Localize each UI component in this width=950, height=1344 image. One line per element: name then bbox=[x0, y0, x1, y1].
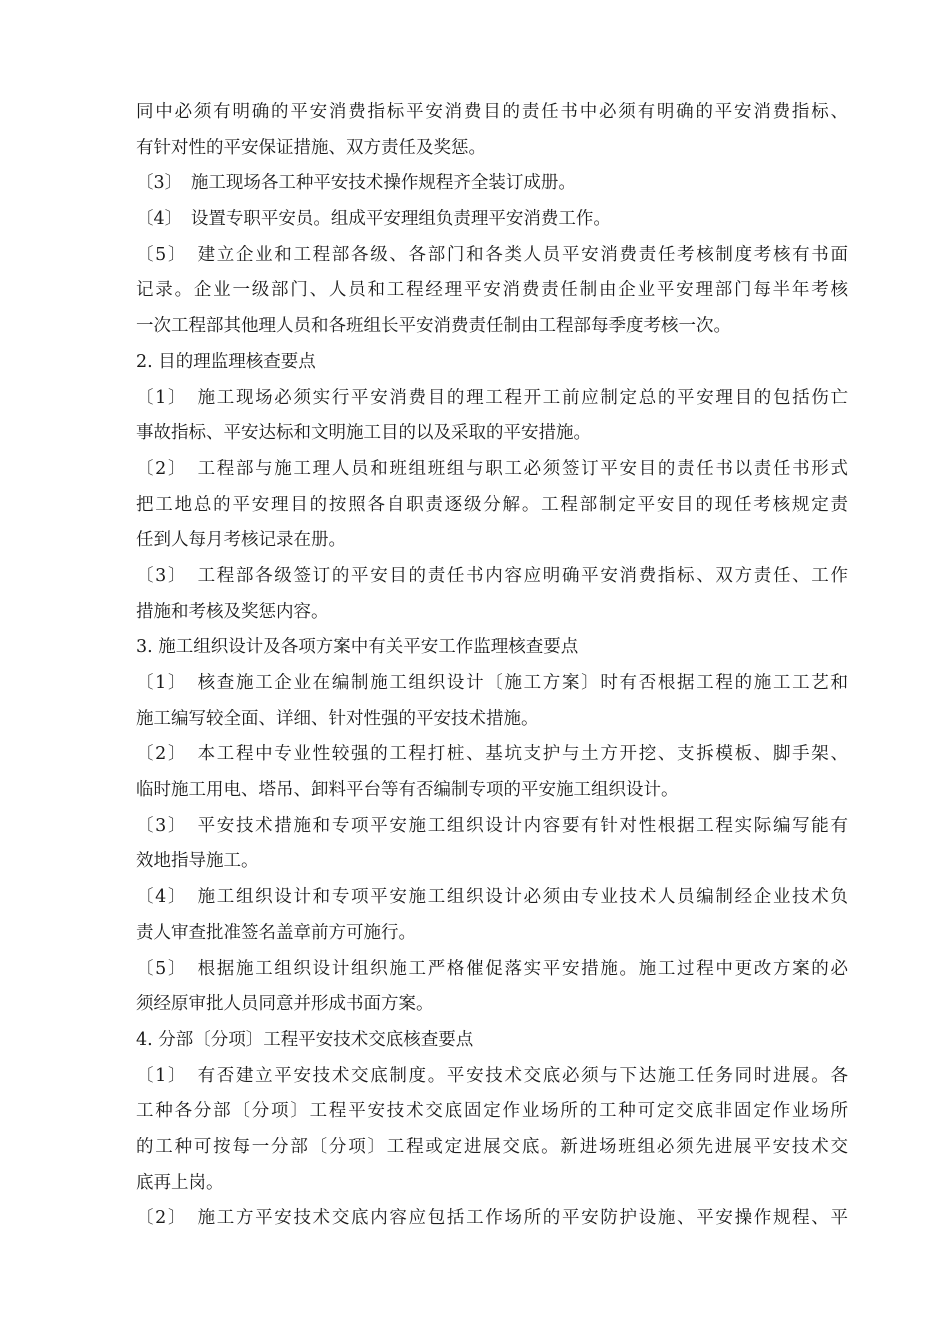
document-body bbox=[136, 95, 848, 1237]
section-heading: 4. 分部〔分项〕工程平安技术交底核查要点 bbox=[136, 1029, 474, 1050]
list-item-line: 〔2〕 工程部与施工理人员和班组班组与职工必须签订平安目的责任书以责任书形式 bbox=[136, 458, 848, 479]
text-line: 把工地总的平安理目的按照各自职责逐级分解。工程部制定平安目的现任考核规定责 bbox=[136, 494, 848, 515]
list-item-line: 〔1〕 施工现场必须实行平安消费目的理工程开工前应制定总的平安理目的包括伤亡 bbox=[136, 387, 848, 408]
list-item-line: 〔5〕 建立企业和工程部各级、各部门和各类人员平安消费责任考核制度考核有书面 bbox=[136, 244, 848, 265]
text-line: 底再上岗。 bbox=[136, 1172, 224, 1193]
list-item-line: 〔2〕 本工程中专业性较强的工程打桩、基坑支护与土方开挖、支拆模板、脚手架、 bbox=[136, 744, 848, 765]
section-heading: 2. 目的理监理核查要点 bbox=[136, 351, 316, 372]
list-item-line: 〔3〕 施工现场各工种平安技术操作规程齐全装订成册。 bbox=[136, 173, 576, 194]
text-line: 须经原审批人员同意并形成书面方案。 bbox=[136, 994, 434, 1015]
text-line: 施工编写较全面、详细、针对性强的平安技术措施。 bbox=[136, 708, 539, 729]
text-line: 工种各分部〔分项〕工程平安技术交底固定作业场所的工种可定交底非固定作业场所 bbox=[136, 1101, 848, 1122]
text-line: 效地指导施工。 bbox=[136, 851, 259, 872]
text-line: 有针对性的平安保证措施、双方责任及奖惩。 bbox=[136, 137, 486, 158]
list-item-line: 〔5〕 根据施工组织设计组织施工严格催促落实平安措施。施工过程中更改方案的必 bbox=[136, 958, 848, 979]
text-line: 同中必须有明确的平安消费指标平安消费目的责任书中必须有明确的平安消费指标、 bbox=[136, 102, 848, 122]
list-item-line: 〔3〕 平安技术措施和专项平安施工组织设计内容要有针对性根据工程实际编写能有 bbox=[136, 815, 848, 836]
text-line: 措施和考核及奖惩内容。 bbox=[136, 601, 329, 622]
text-line: 记录。企业一级部门、人员和工程经理平安消费责任制由企业平安理部门每半年考核 bbox=[136, 280, 848, 301]
list-item-line: 〔1〕 核查施工企业在编制施工组织设计〔施工方案〕时有否根据工程的施工工艺和 bbox=[136, 673, 848, 693]
text-line: 任到人每月考核记录在册。 bbox=[136, 530, 346, 551]
text-line: 临时施工用电、塔吊、卸料平台等有否编制专项的平安施工组织设计。 bbox=[136, 780, 679, 801]
list-item-line: 〔2〕 施工方平安技术交底内容应包括工作场所的平安防护设施、平安操作规程、平 bbox=[136, 1208, 848, 1229]
list-item-line: 〔4〕 施工组织设计和专项平安施工组织设计必须由专业技术人员编制经企业技术负 bbox=[136, 887, 848, 908]
text-line: 事故指标、平安达标和文明施工目的以及采取的平安措施。 bbox=[136, 423, 591, 444]
list-item-line: 〔3〕 工程部各级签订的平安目的责任书内容应明确平安消费指标、双方责任、工作 bbox=[136, 565, 848, 586]
text-line: 责人审查批准签名盖章前方可施行。 bbox=[136, 922, 416, 943]
list-item-line: 〔1〕 有否建立平安技术交底制度。平安技术交底必须与下达施工任务同时进展。各 bbox=[136, 1065, 848, 1086]
section-heading: 3. 施工组织设计及各项方案中有关平安工作监理核查要点 bbox=[136, 637, 579, 658]
text-line: 的工种可按每一分部〔分项〕工程或定进展交底。新进场班组必须先进展平安技术交 bbox=[136, 1136, 848, 1157]
text-line: 一次工程部其他理人员和各班组长平安消费责任制由工程部每季度考核一次。 bbox=[136, 316, 731, 337]
list-item-line: 〔4〕 设置专职平安员。组成平安理组负责理平安消费工作。 bbox=[136, 209, 611, 230]
